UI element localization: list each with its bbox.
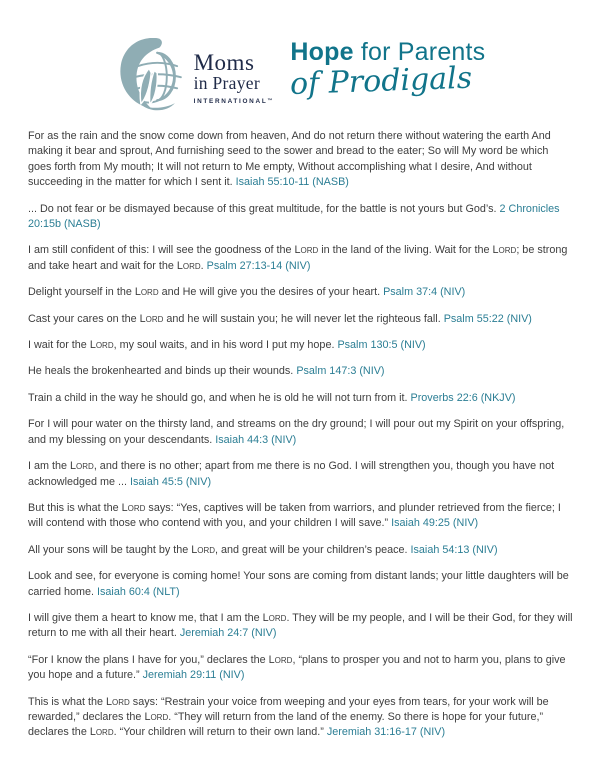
page-title [290, 36, 485, 101]
lord-smallcaps: Lord [262, 611, 287, 624]
verse-paragraph [28, 695, 574, 741]
verse-text: For as the rain and the snow come down from heaven, And do not return there without watering the earth And making it bear and sprout, And furnishing seed to the sower and bread to the eater; So will My word be which goes forth from My mouth; It will not return to Me empty, Without accomplishing what I desire, And without succeeding in the matter for which I sent it. [28, 130, 551, 189]
verse-paragraph [28, 285, 574, 300]
verse-text: Cast your cares on the Lord and he will sustain you; he will never let the righteous fall. [28, 312, 441, 325]
lord-smallcaps: Lord [70, 460, 94, 473]
logo-wordmark-international [194, 99, 273, 105]
verse-text: This is what the Lord says: “Restrain your voice from weeping and your eyes from tears, for your work will be rewarded,” declares the Lord. “They will return from the land of the enemy. So there is hope for your future,” declares the Lord. “Your children will return to their own land.” [28, 695, 549, 739]
verse-text: ... Do not fear or be dismayed because of this great multitude, for the battle is not yours but God’s. [28, 202, 497, 215]
lord-smallcaps: Lord [106, 695, 130, 708]
lord-smallcaps: Lord [268, 653, 293, 666]
verse-text: Train a child in the way he should go, and when he is old he will not turn from it. [28, 391, 408, 404]
verse-paragraph [28, 611, 574, 642]
verse-reference: Proverbs 22:6 (NKJV) [410, 391, 516, 404]
verse-reference: Psalm 55:22 (NIV) [443, 312, 532, 325]
verse-paragraph [28, 501, 574, 532]
lord-smallcaps: Lord [294, 244, 319, 257]
verse-reference: Isaiah 49:25 (NIV) [391, 517, 479, 530]
lord-smallcaps: Lord [139, 312, 164, 325]
verse-reference: Psalm 37:4 (NIV) [383, 286, 466, 299]
verse-paragraph [28, 391, 574, 406]
lord-smallcaps: Lord [121, 501, 146, 514]
verse-list [28, 129, 574, 741]
verse-text: Look and see, for everyone is coming home! Your sons are coming from distant lands; your little daughters will be carried home. [28, 570, 569, 598]
lord-smallcaps: Lord [191, 543, 216, 556]
lord-smallcaps: Lord [176, 259, 201, 272]
verse-reference: Isaiah 55:10-11 (NASB) [235, 176, 349, 189]
lord-smallcaps: Lord [144, 710, 169, 723]
logo-wordmark-in-prayer: in Prayer [193, 73, 260, 93]
verse-reference: Psalm 147:3 (NIV) [296, 365, 385, 378]
logo-trademark: ™ [267, 97, 273, 104]
verse-paragraph [28, 653, 574, 684]
verse-text: I am still confident of this: I will see the goodness of the Lord in the land of the living. Wait for the Lord; be strong and take heart and wait for the Lord. [28, 244, 568, 272]
verse-text: “For I know the plans I have for you,” declares the Lord, “plans to prosper you and not to harm you, plans to give you hope and a future.” [28, 653, 566, 682]
verse-text: I wait for the Lord, my soul waits, and in his word I put my hope. [28, 339, 335, 352]
verse-reference: 2 Chronicles 20:15b (NASB) [28, 202, 560, 231]
verse-paragraph [28, 243, 574, 274]
verse-paragraph [28, 338, 574, 353]
page-header [0, 0, 600, 114]
verse-paragraph [28, 569, 574, 600]
title-word-hope: Hope [290, 38, 354, 66]
verse-reference: Isaiah 44:3 (NIV) [215, 433, 297, 446]
verse-reference: Jeremiah 24:7 (NIV) [179, 627, 277, 640]
title-words-for-parents: for Parents [360, 38, 486, 66]
page-title-line2: of Prodigals [289, 60, 474, 102]
verse-reference: Jeremiah 31:16-17 (NIV) [326, 726, 446, 739]
verse-text: For I will pour water on the thirsty land, and streams on the dry ground; I will pour out my Spirit on your offspring, and my blessing on your descendants. [28, 418, 565, 446]
verse-reference: Isaiah 60:4 (NLT) [97, 585, 180, 598]
verse-paragraph [28, 543, 574, 558]
verse-paragraph [28, 459, 574, 490]
verse-text: All your sons will be taught by the Lord, and great will be your children’s peace. [28, 543, 408, 556]
verse-paragraph [28, 364, 574, 379]
verse-reference: Psalm 130:5 (NIV) [337, 339, 426, 352]
verse-text: I am the Lord, and there is no other; apart from me there is no God. I will strengthen you, though you have not acknowledged me ... [28, 460, 555, 488]
lord-smallcaps: Lord [134, 286, 159, 299]
lord-smallcaps: Lord [492, 244, 517, 257]
verse-reference: Psalm 27:13-14 (NIV) [206, 259, 311, 272]
verse-paragraph [28, 312, 574, 327]
lord-smallcaps: Lord [89, 726, 114, 739]
logo-international-label: INTERNATIONAL [193, 97, 268, 105]
verse-reference: Isaiah 54:13 (NIV) [410, 543, 498, 556]
verse-text: Delight yourself in the Lord and He will give you the desires of your heart. [28, 286, 381, 299]
verse-paragraph [28, 417, 574, 448]
moms-in-prayer-logo-icon [115, 36, 189, 114]
moms-in-prayer-logo [115, 36, 273, 114]
verse-text: He heals the brokenhearted and binds up their wounds. [28, 365, 294, 378]
verse-text: I will give them a heart to know me, that I am the Lord. They will be my people, and I will be their God, for they will return to me with all their heart. [28, 611, 573, 640]
verse-reference: Jeremiah 29:11 (NIV) [142, 669, 245, 682]
verse-paragraph [28, 202, 574, 233]
verse-paragraph [28, 129, 574, 191]
verse-text: But this is what the Lord says: “Yes, captives will be taken from warriors, and plunder retrieved from the fierce; I will contend with those who contend with you, and your children I will save.” [28, 501, 561, 530]
logo-wordmark [194, 51, 273, 105]
lord-smallcaps: Lord [89, 339, 114, 352]
logo-wordmark-moms: Moms [193, 50, 255, 75]
verse-reference: Isaiah 45:5 (NIV) [130, 475, 212, 488]
